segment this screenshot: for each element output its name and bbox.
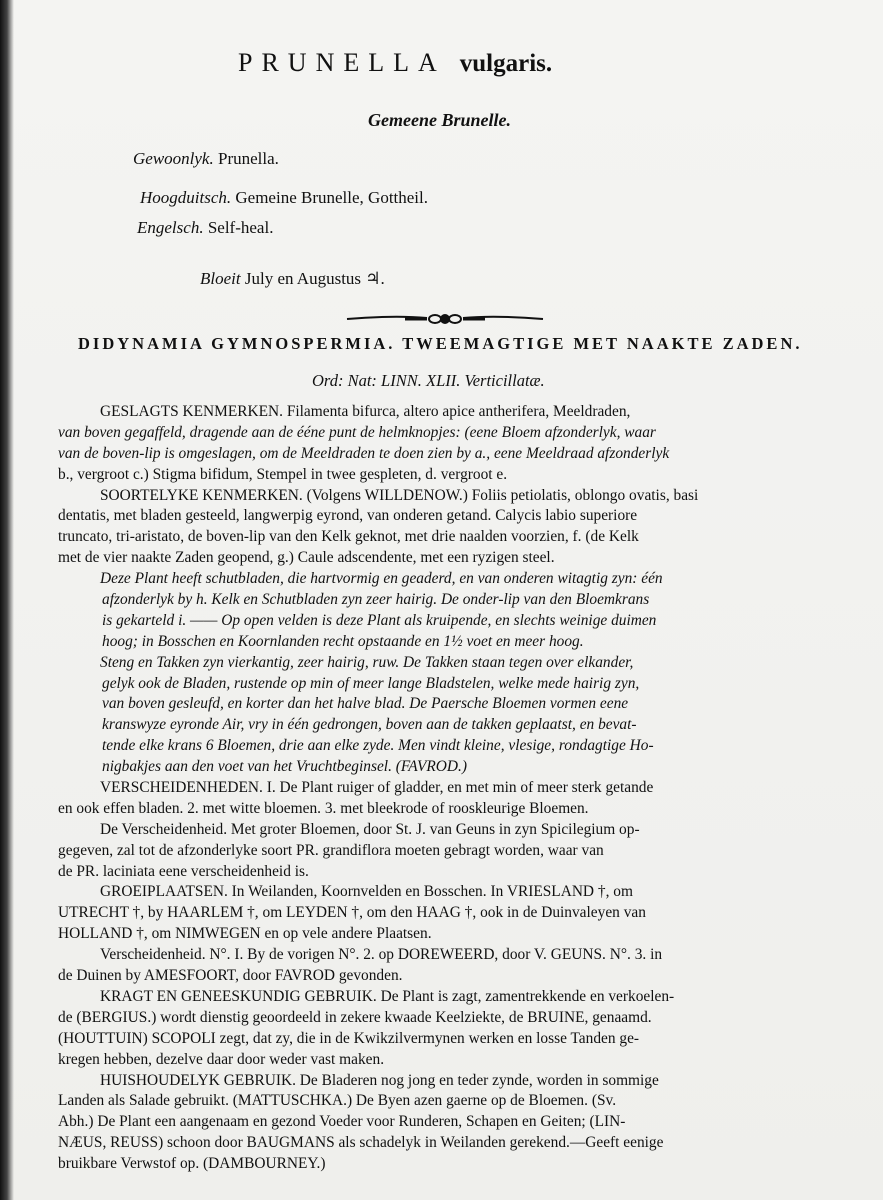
body-line: truncato, tri-aristato, de boven-lip van den Kelk geknot, met drie naalden voorzien, f. (de Kelk [58, 528, 639, 546]
body-line: tende elke krans 6 Bloemen, drie aan elke zyde. Men vindt kleine, vlesige, rondagtige Ho- [102, 737, 654, 755]
body-line: hoog; in Bosschen en Koornlanden recht opstaande en 1½ voet en meer hoog. [102, 632, 584, 650]
body-line: HOLLAND †, om NIMWEGEN en op vele andere Plaatsen. [58, 925, 432, 943]
body-line: (HOUTTUIN) SCOPOLI zegt, dat zy, die in de Kwikzilvermynen werken en losse Tanden ge- [58, 1029, 640, 1047]
body-line: GROEIPLAATSEN. In Weilanden, Koornvelden en Bosschen. In VRIESLAND †, om [100, 883, 633, 901]
body-line: bruikbare Verwstof op. (DAMBOURNEY.) [58, 1155, 326, 1173]
genus-name: PRUNELLA [238, 48, 446, 77]
synonym-line [137, 217, 273, 238]
body-line: van boven gegaffeld, dragende aan de ééne punt de helmknopjes: (eene Bloem afzonderlyk, waar [58, 423, 656, 441]
page-edge-shadow [0, 0, 14, 1200]
body-line: GESLAGTS KENMERKEN. Filamenta bifurca, altero apice antherifera, Meeldraden, [100, 403, 631, 420]
body-line: HUISHOUDELYK GEBRUIK. De Bladeren nog jong en teder zynde, worden in sommige [100, 1071, 659, 1089]
body-line: afzonderlyk by h. Kelk en Schutbladen zyn zeer hairig. De onder-lip van den Bloemkrans [102, 591, 650, 609]
ornament-divider [345, 310, 545, 328]
bloom-period: July en Augustus ♃. [244, 269, 385, 288]
body-line: Deze Plant heeft schutbladen, die hartvormig en geaderd, en van onderen witagtig zyn: één [100, 570, 663, 588]
body-line: Steng en Takken zyn vierkantig, zeer hairig, ruw. De Takken staan tegen over elkander, [100, 653, 634, 671]
synonym-language: Gewoonlyk. [133, 149, 214, 168]
body-line: met de vier naakte Zaden geopend, g.) Caule adscendente, met een ryzigen steel. [58, 549, 555, 567]
bloom-line [200, 268, 385, 289]
synonym-name: Gemeine Brunelle, Gottheil. [235, 188, 429, 207]
synonym-name: Prunella. [217, 149, 279, 168]
body-line: nigbakjes aan den voet van het Vruchtbeginsel. (FAVROD.) [102, 758, 467, 776]
synonym-line [133, 148, 279, 169]
body-line: kregen hebben, dezelve daar door weder vast maken. [58, 1050, 385, 1068]
body-line: van de boven-lip is omgeslagen, om de Meeldraden te doen zien by a., eene Meeldraad afzonderlyk [58, 444, 670, 462]
body-line: SOORTELYKE KENMERKEN. (Volgens WILLDENOW.) Foliis petiolatis, oblongo ovatis, basi [100, 486, 699, 504]
body-line: Landen als Salade gebruikt. (MATTUSCHKA.) De Byen azen gaerne op de Bloemen. (Sv. [58, 1092, 617, 1110]
natural-order: Ord: Nat: LINN. XLII. Verticillatæ. [312, 371, 545, 390]
body-line: gelyk ook de Bladen, rustende op min of meer lange Bladstelen, welke mede hairig zyn, [102, 674, 640, 692]
synonym-name: Self-heal. [207, 218, 274, 237]
synonym-line [140, 187, 428, 208]
body-line: van boven gesleufd, en korter dan het halve blad. De Paersche Bloemen vormen eene [102, 695, 629, 713]
body-line: UTRECHT †, by HAARLEM †, om LEYDEN †, om den HAAG †, ook in de Duinvaleyen van [58, 904, 646, 922]
body-line: Verscheidenheid. N°. I. By de vorigen N°. 2. op DOREWEERD, door V. GEUNS. N°. 3. in [100, 946, 663, 964]
body-line: is gekarteld i. —— Op open velden is deze Plant als kruipende, en slechts weinige duimen [102, 611, 657, 629]
linnaean-class: DIDYNAMIA GYMNOSPERMIA. TWEEMAGTIGE MET NAAKTE ZADEN. [78, 334, 803, 353]
body-line: VERSCHEIDENHEDEN. I. De Plant ruiger of gladder, en met min of meer sterk getande [100, 779, 654, 797]
body-line: KRAGT EN GENEESKUNDIG GEBRUIK. De Plant is zagt, zamentrekkende en verkoelen- [100, 987, 675, 1005]
page-title [238, 48, 552, 78]
species-name: vulgaris. [459, 50, 553, 77]
body-line: Abh.) De Plant een aangenaam en gezond Voeder voor Runderen, Schapen en Geiten; (LIN- [58, 1113, 626, 1131]
body-line: NÆUS, REUSS) schoon door BAUGMANS als schadelyk in Weilanden gerekend.—Geeft eenige [58, 1134, 664, 1152]
synonym-language: Hoogduitsch. [140, 188, 232, 207]
body-line: dentatis, met bladen gesteeld, langwerpig eyrond, van onderen getand. Calycis labio superiore [58, 507, 638, 525]
body-line: b., vergroot c.) Stigma bifidum, Stempel in twee gespleten, d. vergroot e. [58, 465, 508, 483]
body-line: en ook effen bladen. 2. met witte bloemen. 3. met bleekrode of rooskleurige Bloemen. [58, 799, 589, 817]
dutch-common-name: Gemeene Brunelle. [368, 110, 511, 130]
body-line: De Verscheidenheid. Met groter Bloemen, door St. J. van Geuns in zyn Spicilegium op- [100, 820, 640, 838]
body-line: de Duinen by AMESFOORT, door FAVROD gevonden. [58, 967, 403, 985]
synonym-language: Engelsch. [137, 218, 204, 237]
description-body [58, 402, 853, 1175]
bloom-label: Bloeit [200, 269, 241, 288]
body-line: de PR. laciniata eene verscheidenheid is. [58, 862, 309, 880]
body-line: de (BERGIUS.) wordt dienstig geoordeeld in zekere kwaade Keelziekte, de BRUINE, genaamd. [58, 1008, 652, 1026]
body-line: kranswyze eyronde Air, vry in één gedrongen, boven aan de takken geplaatst, en bevat- [102, 716, 637, 734]
body-line: gegeven, zal tot de afzonderlyke soort PR. grandiflora moeten gebragt worden, waar van [58, 841, 604, 859]
